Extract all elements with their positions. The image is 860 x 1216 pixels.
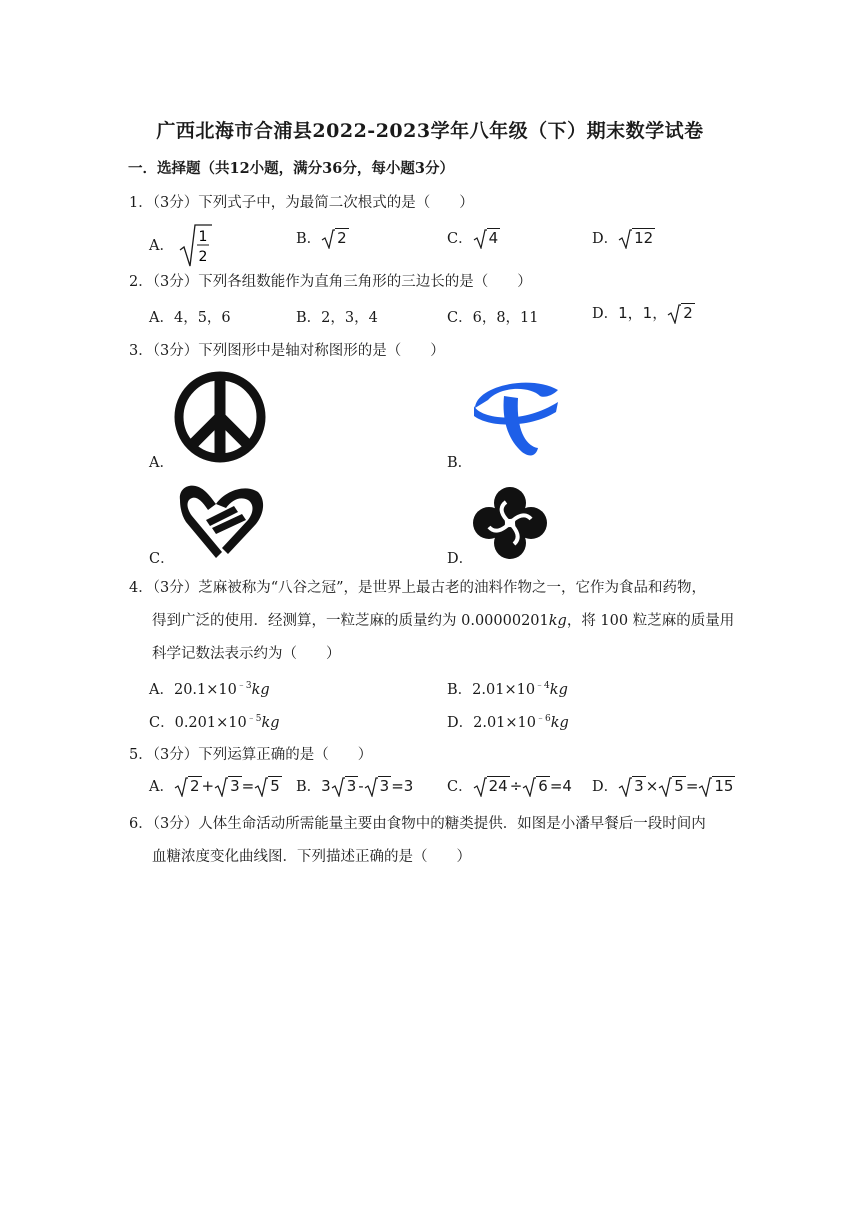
- option-text: B．2.01×10: [447, 682, 536, 698]
- radicand: 3: [230, 777, 240, 795]
- sqrt-symbol: [618, 229, 632, 249]
- option-label: D．: [592, 779, 619, 795]
- exponent: ﹣5: [246, 714, 262, 724]
- q4-option-b[interactable]: [447, 678, 568, 699]
- sqrt-symbol: [473, 229, 487, 249]
- sqrt-symbol: [331, 777, 345, 797]
- unit-kg: kg: [550, 715, 569, 731]
- option-label: B．: [296, 779, 322, 795]
- radicand: 12: [634, 229, 654, 247]
- question-5-stem: 5．（3分）下列运算正确的是（ ）: [129, 747, 373, 763]
- option-label: D．: [592, 231, 619, 247]
- operator: +: [201, 777, 215, 795]
- q3-option-c-label[interactable]: C．: [149, 551, 175, 567]
- sqrt-symbol: [364, 777, 378, 797]
- radicand: 15: [714, 777, 734, 795]
- operator: ×: [645, 777, 659, 795]
- equals: =4: [549, 777, 572, 795]
- operator: -: [358, 777, 364, 795]
- question-4-line-2: [152, 609, 734, 630]
- clover-knot-figure: [472, 486, 548, 564]
- exponent: ﹣3: [236, 681, 252, 691]
- q2-option-d[interactable]: [592, 302, 695, 324]
- radicand: 5: [674, 777, 684, 795]
- option-label: D．: [592, 306, 619, 322]
- sqrt-symbol: [698, 777, 712, 797]
- unit-kg: kg: [548, 613, 567, 629]
- q5-option-d[interactable]: [592, 775, 735, 797]
- question-4-line-1: 4．（3分）芝麻被称为“八谷之冠”，是世界上最古老的油料作物之一，它作为食品和药物，: [129, 580, 707, 596]
- radicand: 5: [270, 777, 280, 795]
- sqrt-symbol: [321, 229, 335, 249]
- q1-option-c[interactable]: [447, 227, 500, 249]
- sqrt-symbol: [667, 304, 681, 324]
- q2-option-a[interactable]: A．4，5，6: [149, 310, 231, 326]
- option-text: A．20.1×10: [149, 682, 237, 698]
- radicand: 3: [346, 777, 357, 795]
- question-3-stem: 3．（3分）下列图形中是轴对称图形的是（ ）: [129, 343, 445, 359]
- option-text: 1，1，: [618, 304, 668, 322]
- section-heading: 一．选择题（共12小题，满分36分，每小题3分）: [128, 160, 454, 177]
- q1-option-d[interactable]: [592, 227, 655, 249]
- sqrt-symbol: [473, 777, 487, 797]
- radicand: 2: [337, 229, 347, 247]
- option-label: B．: [296, 231, 322, 247]
- option-label: A．: [149, 779, 174, 795]
- q1-option-b[interactable]: [296, 227, 349, 249]
- radicand: 3: [379, 777, 390, 795]
- equals: =3: [391, 777, 414, 795]
- q3-option-a-label[interactable]: A．: [149, 455, 174, 471]
- question-6-line-2: 血糖浓度变化曲线图．下列描述正确的是（ ）: [152, 849, 471, 865]
- operator: ÷: [509, 777, 523, 795]
- q5-option-b[interactable]: [296, 775, 413, 797]
- q4-option-c[interactable]: [149, 711, 280, 732]
- radicand: 3: [634, 777, 644, 795]
- radicand: 24: [488, 777, 508, 795]
- equals: =: [685, 777, 699, 795]
- exponent: ﹣6: [536, 714, 551, 724]
- unit-kg: kg: [251, 682, 270, 698]
- q1-option-a[interactable]: [149, 224, 213, 268]
- coefficient: 3: [321, 777, 331, 795]
- question-4-line-3: 科学记数法表示约为（ ）: [152, 646, 341, 662]
- option-label: A．: [149, 238, 174, 254]
- q4-option-a[interactable]: [149, 678, 270, 699]
- radicand: 2: [189, 777, 200, 795]
- radicand: 4: [488, 229, 499, 247]
- sqrt-symbol: [174, 777, 188, 797]
- question-2-stem: 2．（3分）下列各组数能作为直角三角形的三边长的是（ ）: [129, 274, 532, 290]
- heart-hand-figure: [176, 482, 266, 564]
- peace-symbol-figure: [174, 371, 266, 467]
- fraction-numerator: 1: [198, 229, 208, 245]
- equals: =: [241, 777, 255, 795]
- fraction-denominator: 2: [198, 249, 208, 265]
- sqrt-symbol: [618, 777, 632, 797]
- page-title: 广西北海市合浦县2022-2023学年八年级（下）期末数学试卷: [156, 120, 704, 142]
- option-text: C．0.201×10: [149, 715, 247, 731]
- question-1-stem: 1．（3分）下列式子中，为最简二次根式的是（ ）: [129, 195, 474, 211]
- q3-option-b-label[interactable]: B．: [447, 455, 473, 471]
- option-label: C．: [447, 779, 473, 795]
- radicand: 6: [538, 777, 548, 795]
- sqrt-symbol: [254, 777, 268, 797]
- q2-option-b[interactable]: B．2，3，4: [296, 310, 378, 326]
- q5-option-a[interactable]: [149, 775, 282, 797]
- unit-kg: kg: [549, 682, 568, 698]
- q4-text: 得到广泛的使用．经测算，一粒芝麻的质量约为 0.00000201: [152, 613, 549, 629]
- option-text: D．2.01×10: [447, 715, 537, 731]
- unit-kg: kg: [261, 715, 280, 731]
- sqrt-symbol: [522, 777, 536, 797]
- sqrt-symbol: [214, 777, 228, 797]
- sqrt-fraction: [179, 224, 213, 268]
- sqrt-symbol: [658, 777, 672, 797]
- q2-option-c[interactable]: C．6，8，11: [447, 310, 539, 326]
- option-label: C．: [447, 231, 473, 247]
- q4-text-cont: ，将 100 粒芝麻的质量用: [566, 613, 735, 629]
- q3-option-d-label[interactable]: D．: [447, 551, 474, 567]
- exponent: ﹣4: [535, 681, 550, 691]
- q4-option-d[interactable]: [447, 711, 569, 732]
- telecom-logo-figure: [470, 376, 562, 468]
- radicand: 2: [683, 304, 693, 322]
- q5-option-c[interactable]: [447, 775, 572, 797]
- question-6-line-1: 6．（3分）人体生命活动所需能量主要由食物中的糖类提供．如图是小潘早餐后一段时间内: [129, 816, 706, 832]
